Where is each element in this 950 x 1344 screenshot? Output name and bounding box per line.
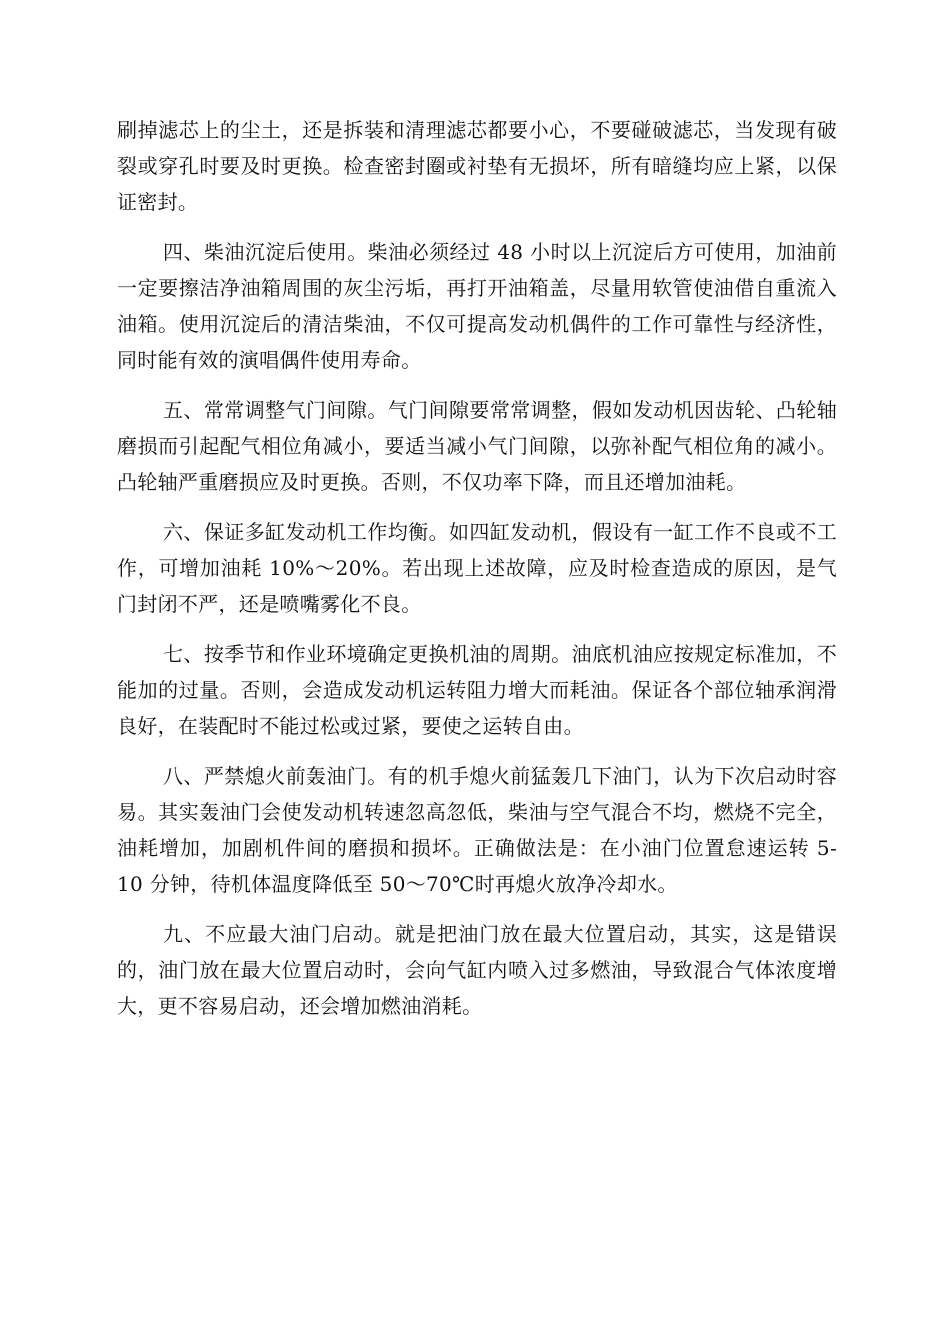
paragraph-section-4: 四、柴油沉淀后使用。柴油必须经过 48 小时以上沉淀后方可使用，加油前一定要擦洁净油箱周围的灰尘污垢，再打开油箱盖，尽量用软管使油借自重流入油箱。使用沉淀后的清洁柴油，不仅可提高发动机偶件的工作可靠性与经济性，同时能有效的演唱偶件使用寿命。 (117, 240, 837, 372)
paragraph-section-6: 六、保证多缸发动机工作均衡。如四缸发动机，假设有一缸工作不良或不工作，可增加油耗 10%～20%。若出现上述故障，应及时检查造成的原因，是气门封闭不严，还是喷嘴雾化不良。 (117, 520, 837, 616)
paragraph-section-5: 五、常常调整气门间隙。气门间隙要常常调整，假如发动机因齿轮、凸轮轴磨损而引起配气相位角减小，要适当减小气门间隙，以弥补配气相位角的减小。凸轮轴严重磨损应及时更换。否则，不仅功率下降，而且还增加油耗。 (117, 398, 837, 494)
paragraph-section-8: 八、严禁熄火前轰油门。有的机手熄火前猛轰几下油门，认为下次启动时容易。其实轰油门会使发动机转速忽高忽低，柴油与空气混合不均，燃烧不完全，油耗增加，加剧机件间的磨损和损坏。正确做法是：在小油门位置怠速运转 5-10 分钟，待机体温度降低至 50～70℃时再熄火放净冷却水。 (117, 764, 837, 896)
paragraph-continuation: 刷掉滤芯上的尘土，还是拆装和清理滤芯都要小心，不要碰破滤芯，当发现有破裂或穿孔时要及时更换。检查密封圈或衬垫有无损坏，所有暗缝均应上紧，以保证密封。 (117, 118, 837, 214)
paragraph-section-9: 九、不应最大油门启动。就是把油门放在最大位置启动，其实，这是错误的，油门放在最大位置启动时，会向气缸内喷入过多燃油，导致混合气体浓度增大，更不容易启动，还会增加燃油消耗。 (117, 922, 837, 1018)
paragraph-section-7: 七、按季节和作业环境确定更换机油的周期。油底机油应按规定标准加，不能加的过量。否则，会造成发动机运转阻力增大而耗油。保证各个部位轴承润滑良好，在装配时不能过松或过紧，要使之运转自由。 (117, 642, 837, 738)
document-body (117, 112, 837, 1038)
